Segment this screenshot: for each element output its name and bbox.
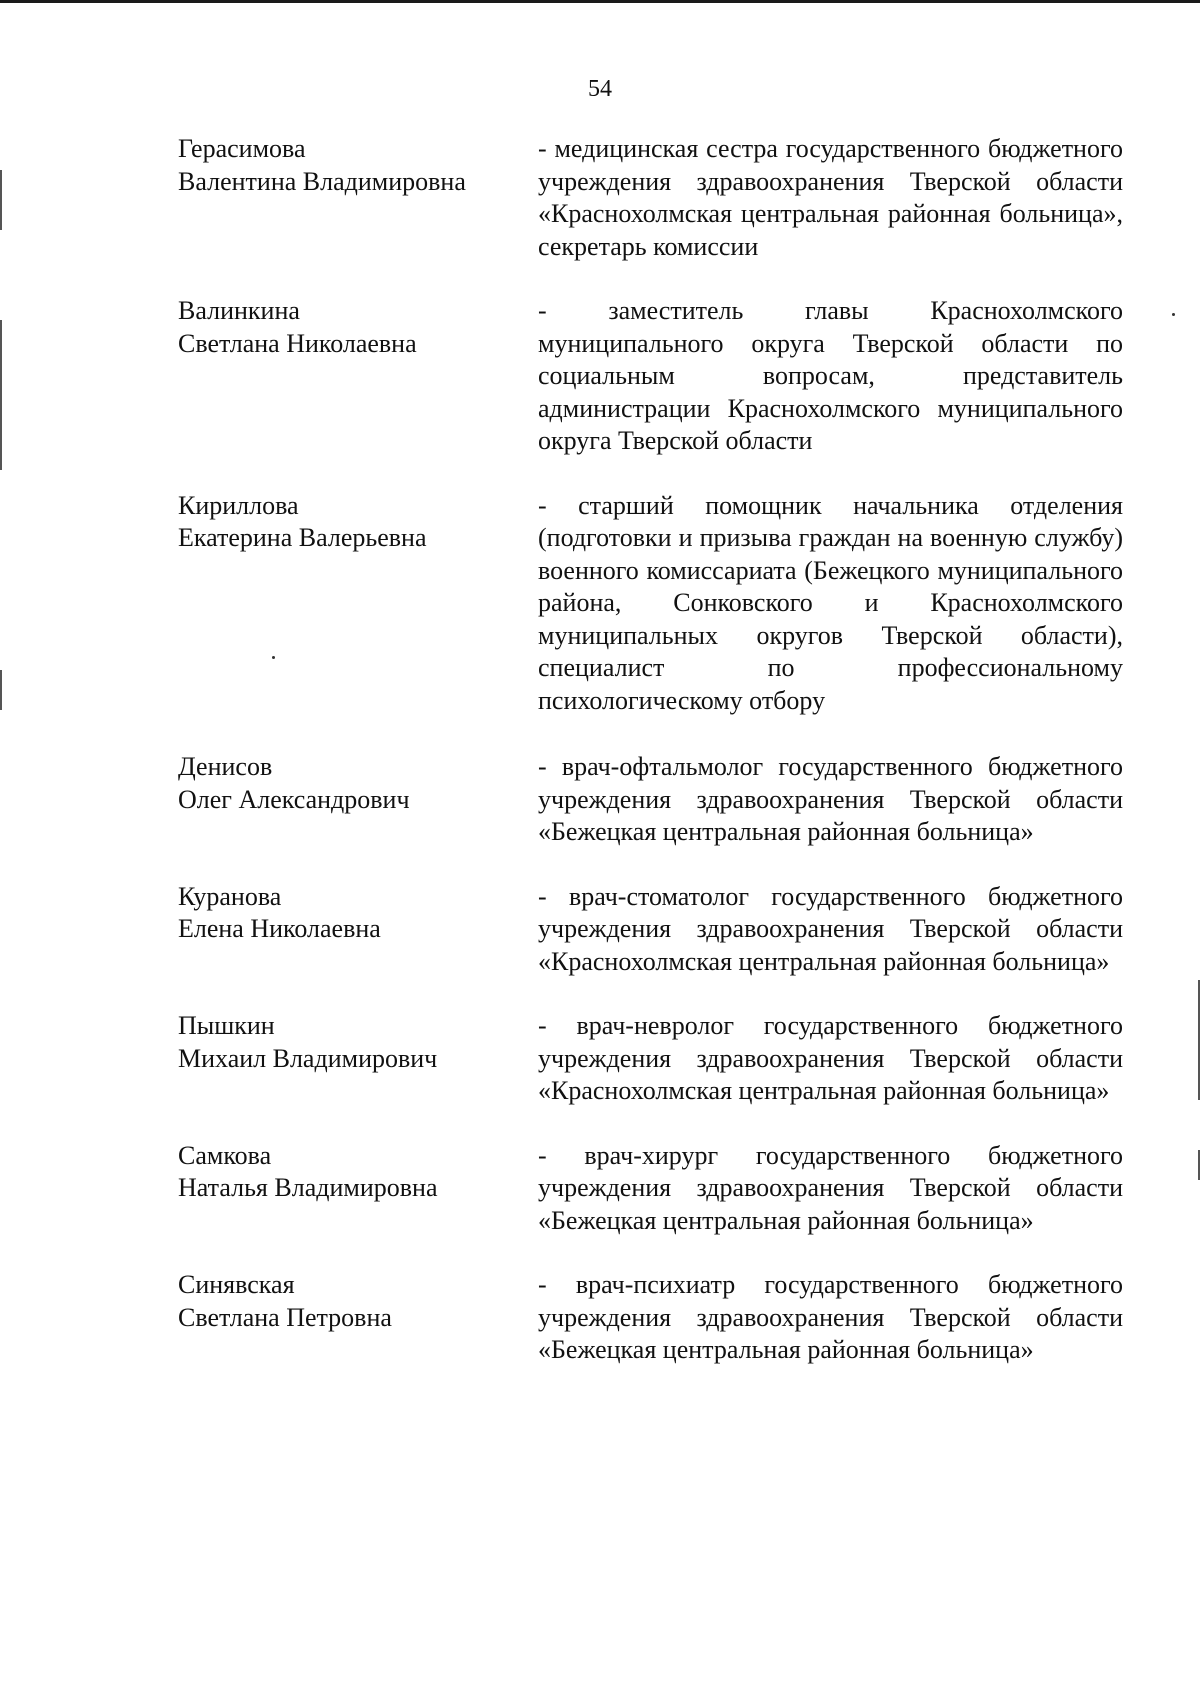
member-entry xyxy=(178,751,1123,849)
member-name xyxy=(178,751,538,849)
member-surname: Куранова xyxy=(178,881,282,911)
member-entry xyxy=(178,133,1123,263)
member-name xyxy=(178,133,538,263)
member-role: - старший помощник начальника отделения (подготовки и призыва граждан на военную службу) военного комиссариата (Бежецкого муниципального района, Сонковского и Краснохолмского муниципальных округов Тверской области), специалист по профессиональному психологическому отбору xyxy=(538,490,1123,715)
member-entry xyxy=(178,881,1123,979)
member-given-names: Олег Александрович xyxy=(178,784,410,814)
member-name xyxy=(178,1140,538,1238)
member-given-names: Светлана Петровна xyxy=(178,1302,392,1332)
member-role: - врач-стоматолог государственного бюджетного учреждения здравоохранения Тверской области «Краснохолмская центральная районная больница» xyxy=(538,881,1123,976)
member-entry xyxy=(178,1140,1123,1238)
page-top-border xyxy=(0,0,1200,3)
member-entry xyxy=(178,1269,1123,1367)
member-role: - врач-психиатр государственного бюджетного учреждения здравоохранения Тверской области «Бежецкая центральная районная больница» xyxy=(538,1270,1123,1364)
member-name xyxy=(178,1010,538,1108)
scan-edge-mark xyxy=(0,170,2,230)
member-surname: Денисов xyxy=(178,752,273,781)
scan-edge-mark xyxy=(0,670,2,710)
member-entry xyxy=(178,1010,1123,1108)
scan-speck xyxy=(1172,313,1175,316)
member-given-names: Елена Николаевна xyxy=(178,914,381,943)
member-entry xyxy=(178,490,1123,718)
member-entry xyxy=(178,295,1123,458)
member-role: - врач-офтальмолог государственного бюджетного учреждения здравоохранения Тверской области «Бежецкая центральная районная больница» xyxy=(538,752,1123,846)
member-surname: Валинкина xyxy=(178,296,300,325)
member-surname: Синявская xyxy=(178,1270,295,1299)
member-name xyxy=(178,1269,538,1367)
member-role: - медицинская сестра государственного бюджетного учреждения здравоохранения Тверской области «Краснохолмская центральная районная больница», секретарь комиссии xyxy=(538,134,1123,261)
scan-edge-mark xyxy=(0,320,2,470)
member-surname: Пышкин xyxy=(178,1011,275,1040)
member-role: - заместитель главы Краснохолмского муниципального округа Тверской области по социальным вопросам, представитель администрации Краснохолмского муниципального округа Тверской области xyxy=(538,296,1123,455)
commission-member-list xyxy=(178,133,1123,1367)
member-surname: Герасимова xyxy=(178,134,306,163)
member-surname: Кириллова xyxy=(178,490,299,520)
member-name xyxy=(178,295,538,458)
member-name xyxy=(178,490,538,718)
member-given-names: Светлана Николаевна xyxy=(178,328,417,358)
member-role: - врач-невролог государственного бюджетного учреждения здравоохранения Тверской области «Краснохолмская центральная районная больница» xyxy=(538,1011,1123,1105)
member-given-names: Валентина Владимировна xyxy=(178,166,466,196)
member-given-names: Наталья Владимировна xyxy=(178,1173,438,1202)
member-given-names: Михаил Владимирович xyxy=(178,1043,438,1073)
member-surname: Самкова xyxy=(178,1140,272,1170)
member-given-names: Екатерина Валерьевна xyxy=(178,523,427,552)
member-name xyxy=(178,881,538,979)
member-role: - врач-хирург государственного бюджетного учреждения здравоохранения Тверской области «Бежецкая центральная районная больница» xyxy=(538,1140,1123,1235)
page-number: 54 xyxy=(588,76,612,102)
